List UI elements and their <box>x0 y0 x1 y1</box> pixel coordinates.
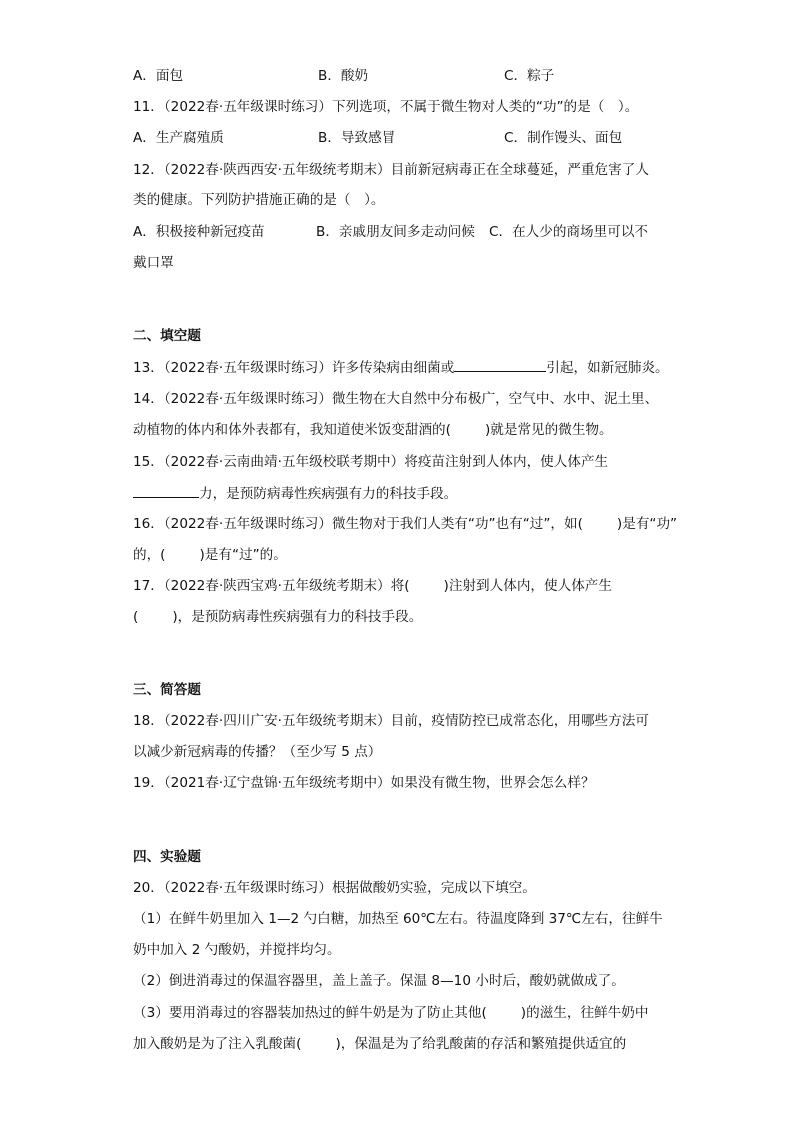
q17-stem-line1 <box>133 576 612 596</box>
q14-text-post: )就是常见的微生物。 <box>484 422 613 438</box>
q15-answer-blank[interactable] <box>133 483 199 498</box>
q16-stem-line2 <box>133 545 287 565</box>
q11-option-b: B．导致感冒 <box>318 130 396 146</box>
q13-answer-blank[interactable] <box>454 357 546 372</box>
q14-stem-line1: 14．（2022春·五年级课时练习）微生物在大自然中分布极广，空气中、水中、泥土里、 <box>133 391 659 407</box>
q17-text-pre2: ( <box>133 609 139 625</box>
q20-step3-text-pre: （3）要用消毒过的容器装加热过的鲜牛奶是为了防止其他( <box>133 1005 487 1021</box>
q12-stem-line2: 类的健康。下列防护措施正确的是（ ）。 <box>133 192 385 208</box>
q20-step3-line1 <box>133 1003 648 1023</box>
q11-option-c: C．制作馒头、面包 <box>504 130 623 146</box>
q12-option-c: C．在人少的商场里可以不 <box>489 224 649 240</box>
q11-option-a: A．生产腐殖质 <box>133 130 224 146</box>
section-fill-blank-heading: 二、填空题 <box>133 328 201 344</box>
q12-option-b: B．亲戚朋友间多走动问候 <box>316 224 475 240</box>
q20-step2: （2）倒进消毒过的保温容器里，盖上盖子。保温 8—10 小时后，酸奶就做成了。 <box>133 973 625 989</box>
q20-stem: 20．（2022春·五年级课时练习）根据做酸奶实验，完成以下填空。 <box>133 880 536 896</box>
section-short-answer-heading: 三、简答题 <box>133 682 201 698</box>
q11-stem: 11．（2022春·五年级课时练习）下列选项，不属于微生物对人类的“功”的是（ ）。 <box>133 99 639 115</box>
q20-step3-text-mid: )的滋生，往鲜牛奶中 <box>520 1005 649 1021</box>
q16-text-mid: )是有“功” <box>616 516 678 532</box>
q18-stem-line1: 18．（2022春·四川广安·五年级统考期末）目前，疫情防控已成常态化，用哪些方法可 <box>133 713 649 729</box>
q17-text-post: )，是预防病毒性疾病强有力的科技手段。 <box>172 609 423 625</box>
q16-text-pre: 16．（2022春·五年级课时练习）微生物对于我们人类有“功”也有“过”，如( <box>133 516 583 532</box>
q12-option-a: A．积极接种新冠疫苗 <box>133 224 265 240</box>
q15-text-post: 力，是预防病毒性疾病强有力的科技手段。 <box>199 486 458 502</box>
q20-step3-line2 <box>133 1034 626 1054</box>
q16-text-pre2: 的，( <box>133 547 166 563</box>
q18-stem-line2: 以减少新冠病毒的传播？（至少写 5 点） <box>133 744 382 760</box>
q14-stem-line2 <box>133 420 613 440</box>
q20-step1-line2: 奶中加入 2 勺酸奶，并搅拌均匀。 <box>133 942 341 958</box>
q13-text-pre: 13．（2022春·五年级课时练习）许多传染病由细菌或 <box>133 360 455 376</box>
q16-text-post: )是有“过”的。 <box>199 547 287 563</box>
q20-step1-line1: （1）在鲜牛奶里加入 1—2 勺白糖，加热至 60℃左右。待温度降到 37℃左右，往鲜牛 <box>133 911 663 927</box>
q20-step3-text-pre2: 加入酸奶是为了注入乳酸菌( <box>133 1036 302 1052</box>
q17-stem-line2 <box>133 607 422 627</box>
q12-stem-line1: 12．（2022春·陕西西安·五年级统考期末）目前新冠病毒正在全球蔓延，严重危害了人 <box>133 162 649 178</box>
q17-text-pre: 17．（2022春·陕西宝鸡·五年级统考期末）将( <box>133 578 410 594</box>
q10-option-a: A．面包 <box>133 68 184 84</box>
q17-text-mid: )注射到人体内，使人体产生 <box>443 578 612 594</box>
q15-stem-line1: 15．（2022春·云南曲靖·五年级校联考期中）将疫苗注射到人体内，使人体产生 <box>133 454 609 470</box>
section-experiment-heading: 四、实验题 <box>133 849 201 865</box>
q10-option-b: B．酸奶 <box>318 68 369 84</box>
q13-text-post: 引起，如新冠肺炎。 <box>546 360 669 376</box>
q13-stem <box>133 357 669 378</box>
q10-option-c: C．粽子 <box>504 68 555 84</box>
q16-stem-line1 <box>133 514 677 534</box>
q14-text-pre: 动植物的体内和体外表都有，我知道使米饭变甜酒的( <box>133 422 451 438</box>
q20-step3-text-post: )，保温是为了给乳酸菌的存活和繁殖提供适宜的 <box>335 1036 627 1052</box>
q15-stem-line2 <box>133 483 457 504</box>
q12-option-c-cont: 戴口罩 <box>133 255 174 271</box>
q19-stem: 19．（2021春·辽宁盘锦·五年级统考期中）如果没有微生物，世界会怎么样？ <box>133 775 595 791</box>
